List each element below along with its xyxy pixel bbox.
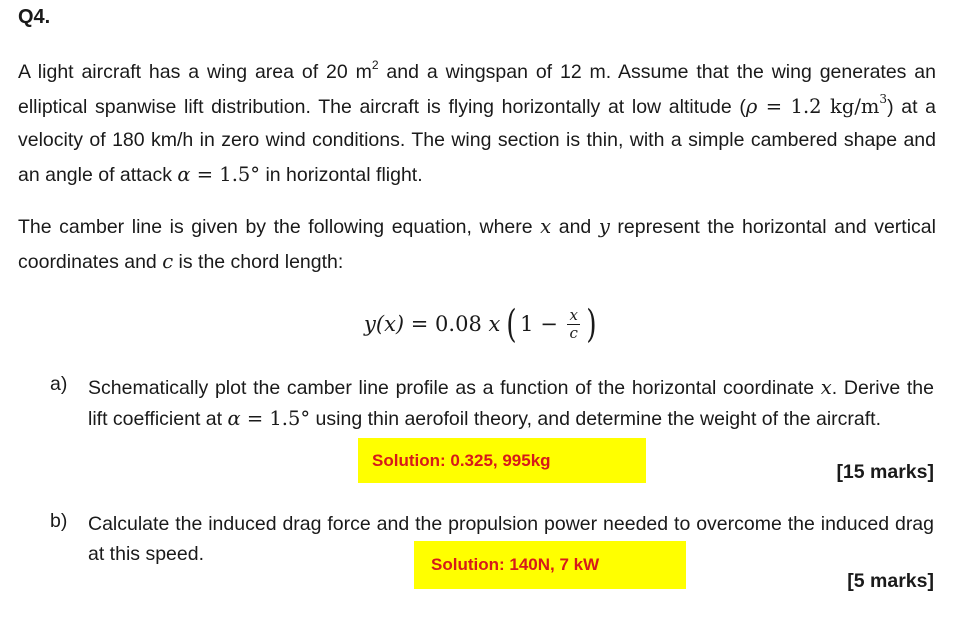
part-a-text-1: Schematically plot the camber line profile as a function of the horizontal coordinate	[88, 377, 821, 399]
c-symbol: c	[162, 249, 174, 273]
intro-text-4: in horizontal flight.	[260, 163, 423, 186]
part-a-text	[88, 373, 934, 434]
density-exponent: 3	[879, 92, 888, 107]
part-b-marks: [5 marks]	[847, 570, 934, 592]
camber-text-4: is the chord length:	[173, 250, 344, 273]
eq-one-minus: 1 −	[520, 312, 565, 336]
part-a-alpha: α	[227, 406, 241, 430]
eq-paren-close: )	[586, 302, 597, 346]
eq-fraction	[567, 307, 579, 342]
eq-equals: = 0.08	[404, 312, 489, 336]
eq-arg: (x)	[375, 312, 405, 336]
camber-description	[18, 210, 936, 279]
x-symbol: x	[540, 215, 552, 238]
part-a-text-2: . Derive the lift coefficient at	[88, 377, 934, 430]
y-symbol: y	[598, 215, 610, 238]
part-a-text-3: using thin aerofoil theory, and determine the weight of the aircraft.	[310, 407, 882, 430]
part-a-marks: [15 marks]	[836, 461, 934, 483]
eq-paren-open: (	[506, 302, 517, 346]
eq-y: y	[364, 312, 376, 336]
part-a-x: x	[820, 376, 832, 399]
camber-text-2: and	[551, 216, 599, 238]
part-b-solution: Solution: 140N, 7 kW	[414, 541, 686, 589]
alpha-symbol: α	[177, 162, 191, 186]
part-a-alpha-value: = 1.5°	[240, 406, 311, 430]
part-a-label: a)	[50, 373, 68, 395]
camber-text-3: represent the horizontal and vertical coordinates and	[18, 216, 936, 273]
problem-statement	[18, 56, 936, 192]
rho-value: = 1.2 kg/m	[757, 94, 880, 118]
eq-frac-numerator: x	[569, 305, 578, 324]
alpha-value: = 1.5°	[190, 162, 261, 186]
eq-frac-denominator: c	[569, 323, 578, 342]
camber-equation	[364, 294, 600, 354]
question-number: Q4.	[18, 6, 51, 28]
intro-text-1: A light aircraft has a wing area of 20 m	[18, 61, 372, 83]
intro-text-2: and a wingspan of 12 m. Assume that the wing generates an elliptical spanwise lift distribution. The aircraft is flying horizontally at low altitude (	[18, 61, 937, 118]
intro-text-3: ) at a velocity of 180 km/h in zero wind conditions. The wing section is thin, with a simple cambered shape and an angle of attack	[18, 95, 937, 186]
part-b-text: Calculate the induced drag force and the propulsion power needed to overcome the induced drag at this speed.	[88, 513, 934, 565]
part-b-label: b)	[50, 510, 68, 532]
rho-symbol: ρ	[745, 94, 758, 118]
area-exponent: 2	[371, 57, 379, 72]
eq-x: x	[488, 312, 501, 336]
camber-text-1: The camber line is given by the following equation, where	[18, 216, 541, 238]
part-a-solution: Solution: 0.325, 995kg	[358, 438, 646, 483]
